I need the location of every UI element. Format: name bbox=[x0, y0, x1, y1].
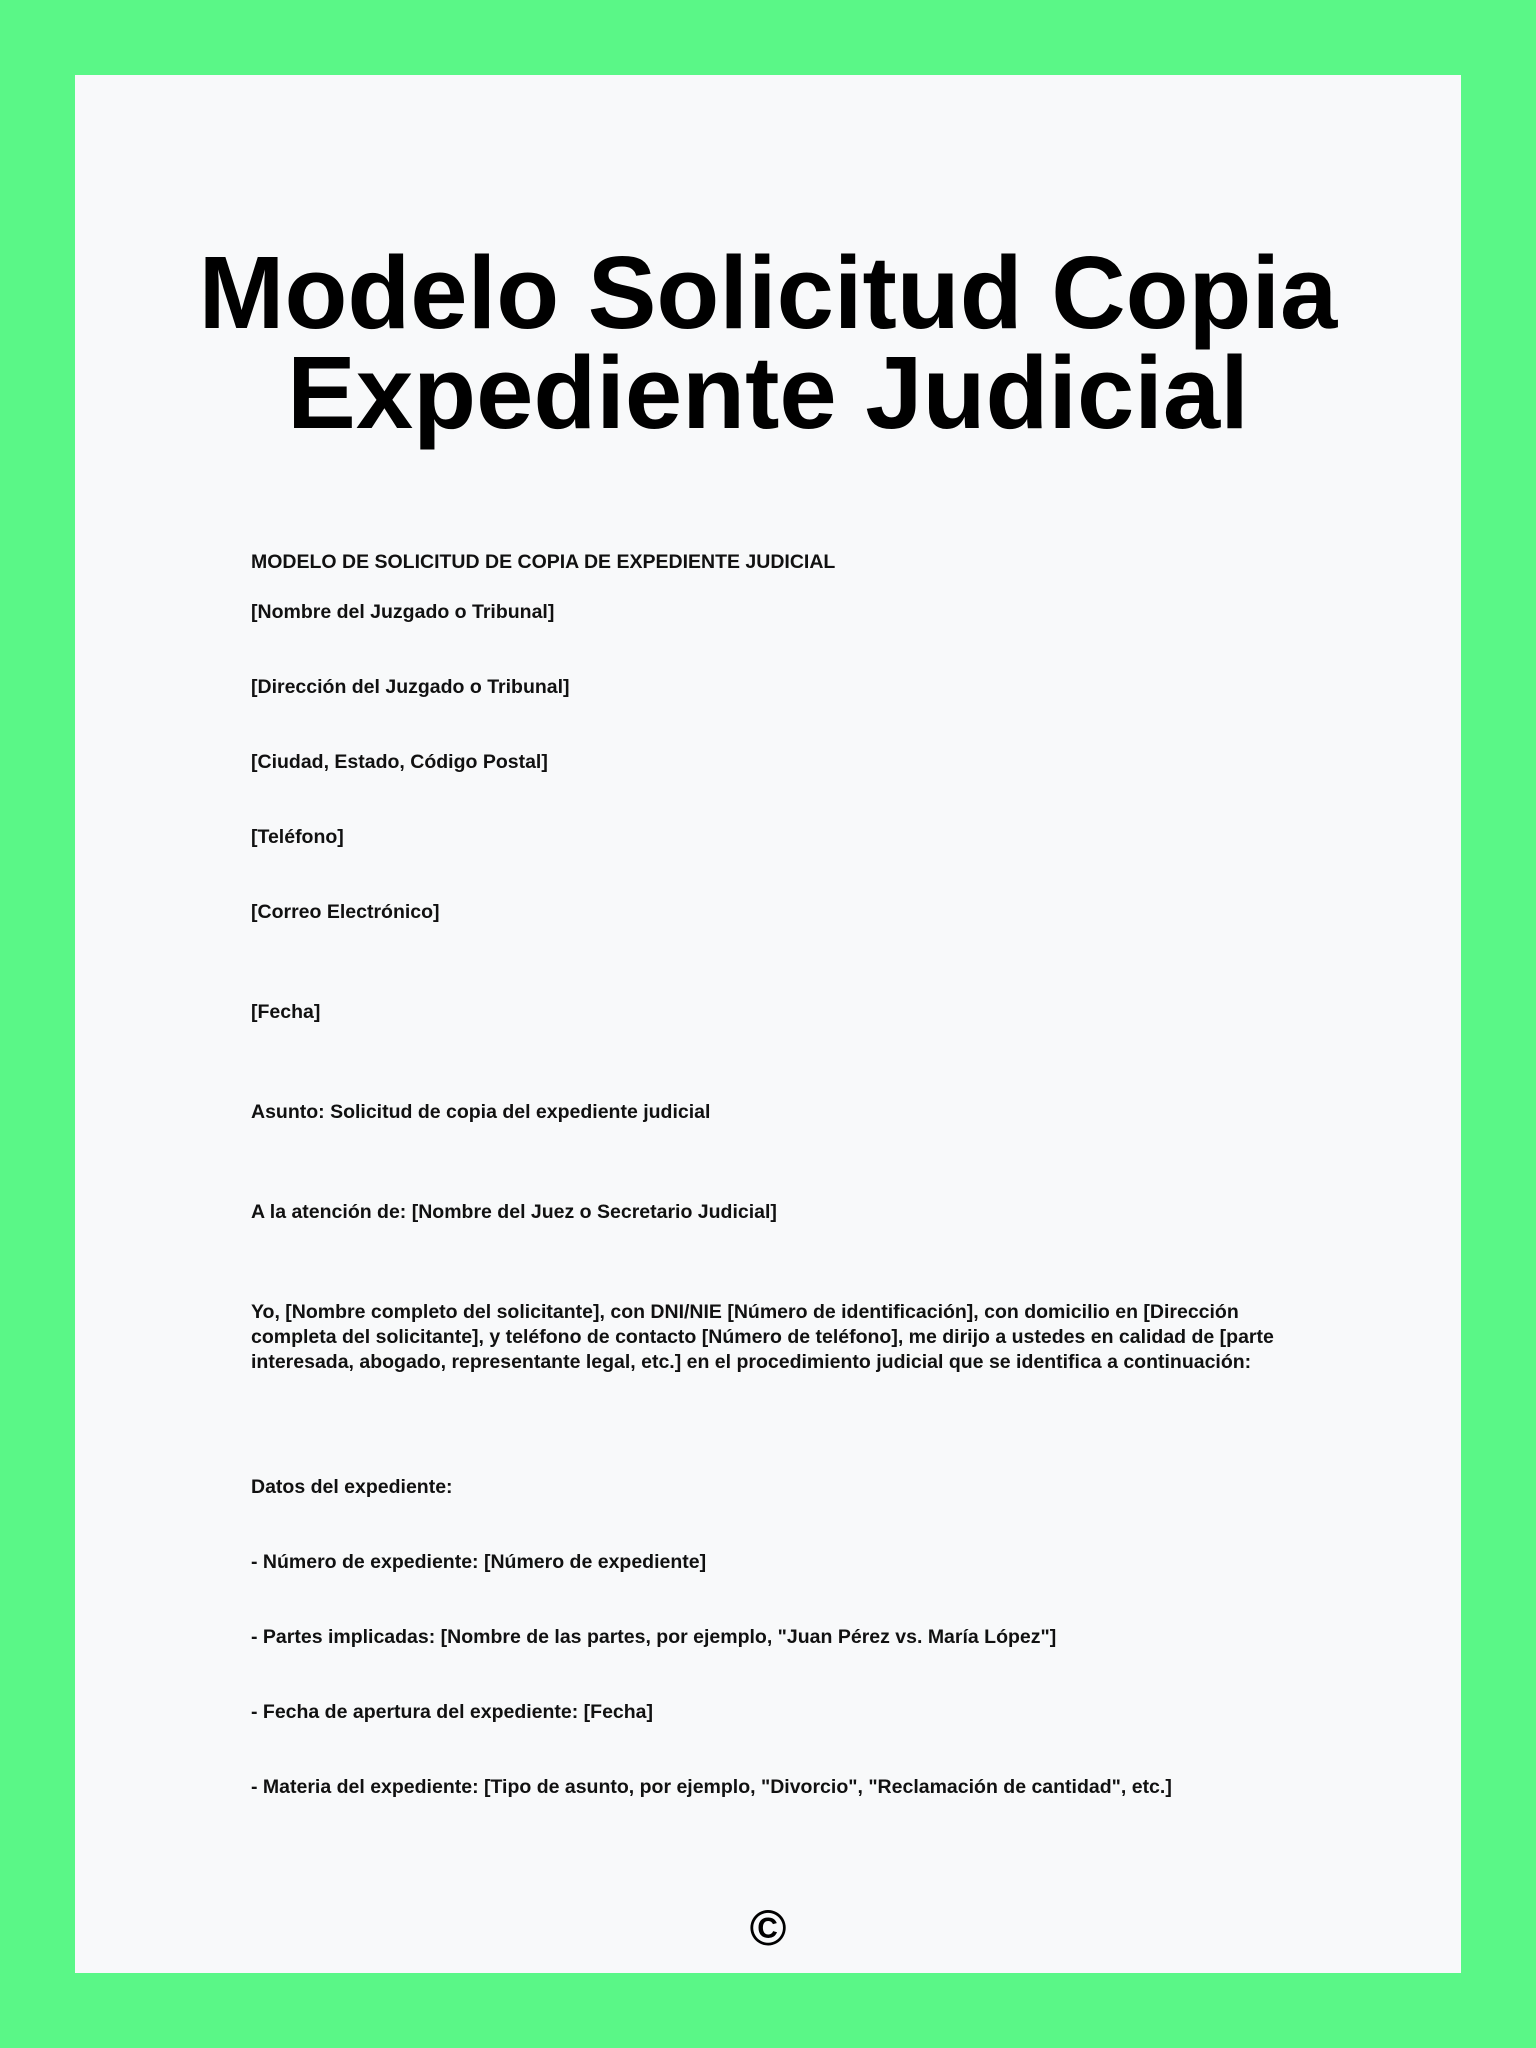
attention-line: A la atención de: [Nombre del Juez o Secretario Judicial] bbox=[251, 1201, 777, 1223]
phone-field: [Teléfono] bbox=[251, 826, 344, 848]
copyright-icon: © bbox=[749, 1900, 787, 1956]
city-state-zip-field: [Ciudad, Estado, Código Postal] bbox=[251, 751, 548, 773]
case-data-item-subject-matter: - Materia del expediente: [Tipo de asunto, por ejemplo, "Divorcio", "Reclamación de cantidad", etc.] bbox=[251, 1776, 1172, 1798]
title-line-2: Expediente Judicial bbox=[287, 335, 1249, 450]
date-field: [Fecha] bbox=[251, 1001, 321, 1023]
case-data-item-opening-date: - Fecha de apertura del expediente: [Fecha] bbox=[251, 1701, 654, 1723]
case-data-heading: Datos del expediente: bbox=[251, 1476, 453, 1498]
title-line-1: Modelo Solicitud Copia bbox=[198, 235, 1338, 350]
email-field: [Correo Electrónico] bbox=[251, 901, 440, 923]
subject-line: Asunto: Solicitud de copia del expediente judicial bbox=[251, 1101, 711, 1123]
body-paragraph: Yo, [Nombre completo del solicitante], con DNI/NIE [Número de identificación], con domicilio en [Dirección completa del solicitante], y teléfono de contacto [Número de teléfono], me dirijo a ustedes en calidad de [parte interesada, abogado, representante legal, etc.] en el procedimiento judicial que se identifica a continuación: bbox=[251, 1301, 1274, 1373]
document-heading: MODELO DE SOLICITUD DE COPIA DE EXPEDIENTE JUDICIAL bbox=[251, 551, 836, 573]
court-name-field: [Nombre del Juzgado o Tribunal] bbox=[251, 601, 555, 623]
case-data-item-parties: - Partes implicadas: [Nombre de las partes, por ejemplo, "Juan Pérez vs. María López"] bbox=[251, 1626, 1057, 1648]
page-title bbox=[0, 235, 1536, 450]
court-address-field: [Dirección del Juzgado o Tribunal] bbox=[251, 676, 570, 698]
case-data-item-number: - Número de expediente: [Número de expediente] bbox=[251, 1551, 707, 1573]
